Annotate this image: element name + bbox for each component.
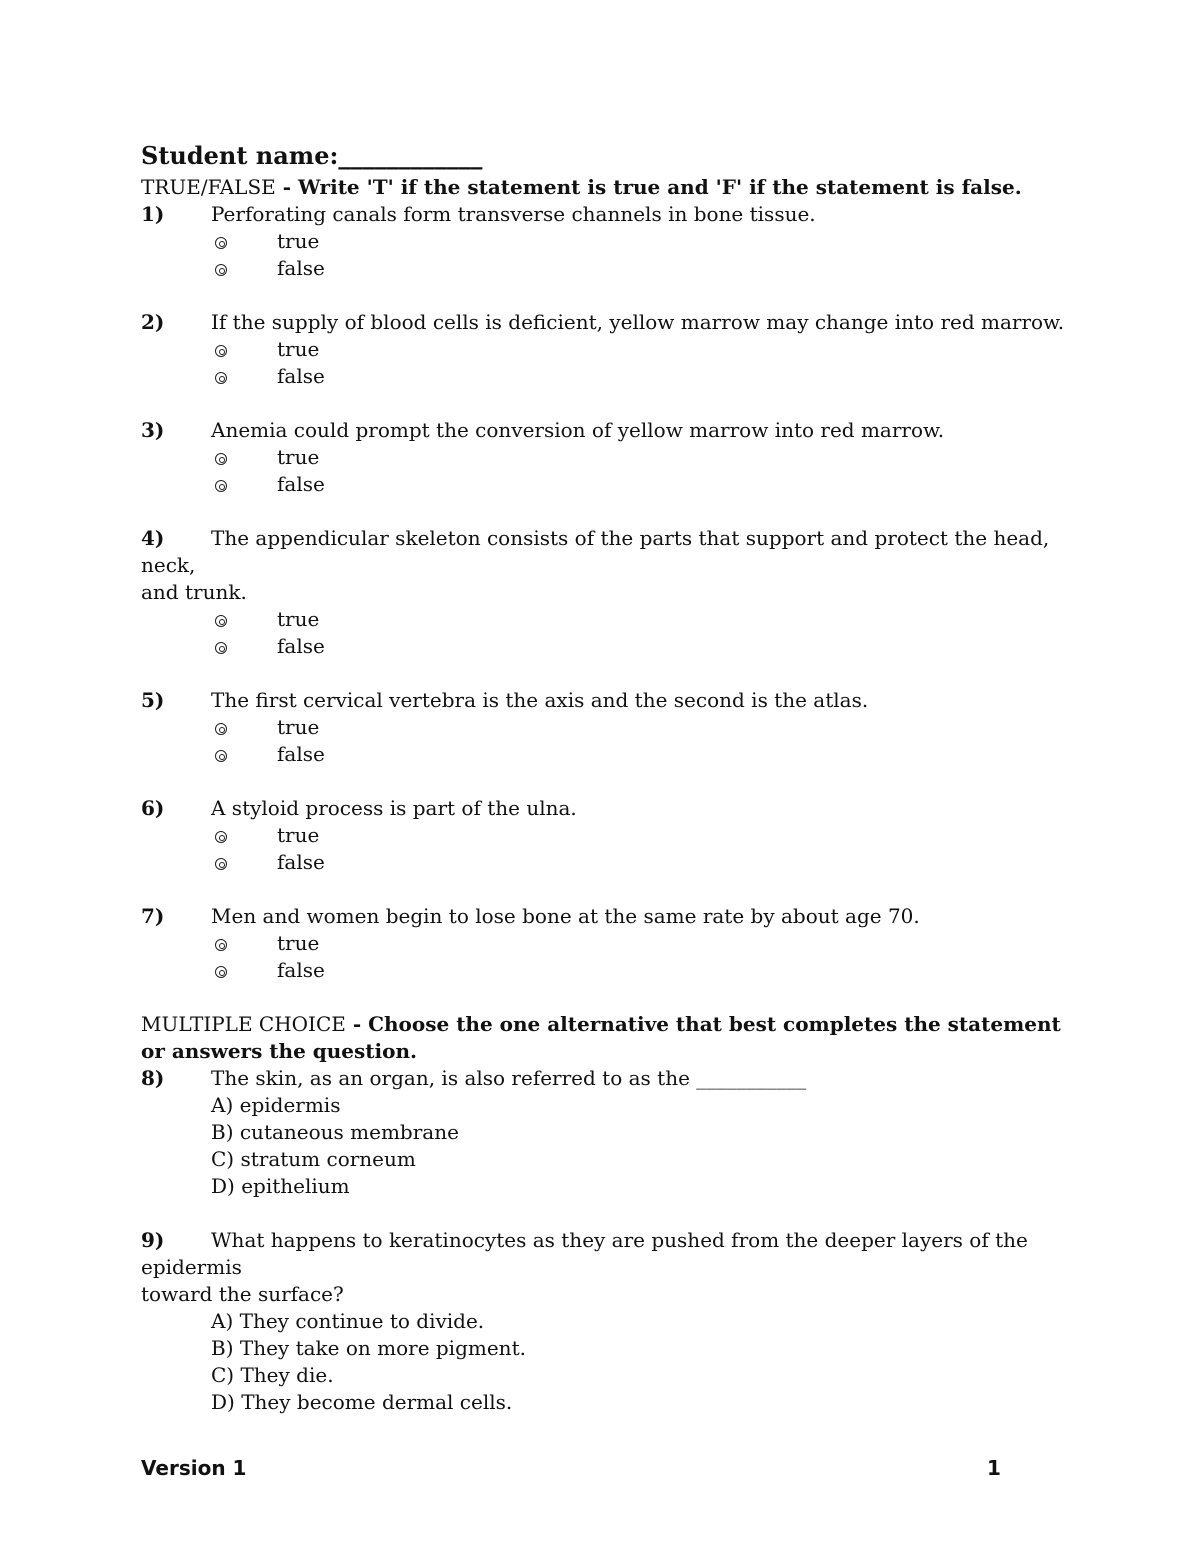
answer-option-label: false <box>277 364 325 388</box>
answer-option[interactable]: C) They die. <box>211 1363 334 1387</box>
question-spacer <box>141 660 1071 687</box>
answer-option[interactable] <box>141 930 1071 957</box>
answer-option-label: false <box>277 634 325 658</box>
radio-icon[interactable] <box>215 453 227 465</box>
answer-option[interactable] <box>141 741 1071 768</box>
question-number: 3) <box>141 418 165 442</box>
answer-option[interactable] <box>141 363 1071 390</box>
answer-option-label: false <box>277 472 325 496</box>
question-stem <box>141 309 1071 336</box>
question-item <box>141 417 1071 498</box>
radio-icon[interactable] <box>215 750 227 762</box>
radio-icon[interactable] <box>215 264 227 276</box>
question-number: 5) <box>141 688 165 712</box>
radio-icon[interactable] <box>215 237 227 249</box>
question-text: The first cervical vertebra is the axis and the second is the atlas. <box>211 688 869 712</box>
answer-option[interactable] <box>141 714 1071 741</box>
version-label: Version 1 <box>141 1456 247 1480</box>
answer-option[interactable] <box>141 957 1071 984</box>
question-stem <box>141 795 1071 822</box>
question-number: 7) <box>141 904 165 928</box>
question-item <box>141 687 1071 768</box>
question-item <box>141 309 1071 390</box>
question-spacer <box>141 984 1071 1011</box>
radio-icon[interactable] <box>215 642 227 654</box>
answer-option[interactable]: B) They take on more pigment. <box>211 1336 526 1360</box>
question-number: 8) <box>141 1066 165 1090</box>
answer-option[interactable]: B) cutaneous membrane <box>211 1120 459 1144</box>
student-name-blank[interactable]: ____________ <box>338 141 483 170</box>
question-number: 1) <box>141 202 165 226</box>
radio-icon[interactable] <box>215 345 227 357</box>
answer-option[interactable]: C) stratum corneum <box>211 1147 416 1171</box>
question-spacer <box>141 498 1071 525</box>
question-stem <box>141 201 1071 228</box>
student-name-label: Student name: <box>141 141 339 170</box>
answer-option-label: false <box>277 742 325 766</box>
radio-icon[interactable] <box>215 480 227 492</box>
multiple-choice-instructions <box>141 1011 1071 1065</box>
question-spacer <box>141 768 1071 795</box>
question-text-continued: and trunk. <box>141 580 247 604</box>
question-number: 6) <box>141 796 165 820</box>
student-name-line <box>141 140 1071 172</box>
answer-option-label: true <box>277 715 320 739</box>
question-item <box>141 795 1071 876</box>
question-spacer <box>141 1200 1071 1227</box>
question-stem <box>141 903 1071 930</box>
answer-option[interactable] <box>141 228 1071 255</box>
radio-icon[interactable] <box>215 966 227 978</box>
radio-icon[interactable] <box>215 831 227 843</box>
true-false-instructions <box>141 174 1071 201</box>
answer-option[interactable] <box>141 633 1071 660</box>
question-spacer <box>141 282 1071 309</box>
answer-option[interactable]: D) epithelium <box>211 1174 350 1198</box>
section-kind: MULTIPLE CHOICE <box>141 1012 346 1036</box>
question-text: Perforating canals form transverse channels in bone tissue. <box>211 202 816 226</box>
exam-content <box>141 140 1071 1416</box>
section-kind: TRUE/FALSE <box>141 175 276 199</box>
question-number: 9) <box>141 1228 165 1252</box>
answer-option-label: false <box>277 958 325 982</box>
radio-icon[interactable] <box>215 723 227 735</box>
true-false-questions <box>141 201 1071 1011</box>
answer-option[interactable]: D) They become dermal cells. <box>211 1390 513 1414</box>
question-item <box>141 1227 1071 1416</box>
radio-icon[interactable] <box>215 372 227 384</box>
question-item <box>141 903 1071 984</box>
answer-option-label: true <box>277 337 320 361</box>
question-text: Anemia could prompt the conversion of yellow marrow into red marrow. <box>211 418 945 442</box>
answer-option-label: true <box>277 823 320 847</box>
section-instruction: - Write 'T' if the statement is true and 'F' if the statement is false. <box>275 175 1022 199</box>
question-stem <box>141 417 1071 444</box>
answer-option[interactable] <box>141 444 1071 471</box>
question-text: The skin, as an organ, is also referred to as the ___________ <box>211 1066 807 1090</box>
answer-option[interactable] <box>141 822 1071 849</box>
question-text: The appendicular skeleton consists of the parts that support and protect the head, neck, <box>141 526 1050 577</box>
question-item <box>141 1065 1071 1200</box>
question-stem <box>141 1227 1071 1281</box>
question-stem <box>141 1065 1071 1092</box>
page-number: 1 <box>987 1456 1001 1480</box>
radio-icon[interactable] <box>215 858 227 870</box>
answer-option[interactable] <box>141 606 1071 633</box>
answer-option-label: true <box>277 931 320 955</box>
answer-option[interactable] <box>141 336 1071 363</box>
answer-option[interactable] <box>141 255 1071 282</box>
answer-option-label: false <box>277 256 325 280</box>
answer-option-label: true <box>277 445 320 469</box>
question-stem <box>141 687 1071 714</box>
question-spacer <box>141 876 1071 903</box>
answer-option-label: false <box>277 850 325 874</box>
question-item <box>141 525 1071 660</box>
radio-icon[interactable] <box>215 939 227 951</box>
question-text: Men and women begin to lose bone at the same rate by about age 70. <box>211 904 920 928</box>
section-instruction: - Choose the one alternative that best completes the statement or answers the question. <box>141 1012 1061 1063</box>
radio-icon[interactable] <box>215 615 227 627</box>
answer-option-label: true <box>277 229 320 253</box>
answer-option[interactable]: A) epidermis <box>211 1093 341 1117</box>
answer-option[interactable] <box>141 471 1071 498</box>
question-text: A styloid process is part of the ulna. <box>211 796 577 820</box>
question-number: 4) <box>141 526 165 550</box>
question-stem <box>141 525 1071 579</box>
question-number: 2) <box>141 310 165 334</box>
multiple-choice-questions <box>141 1065 1071 1416</box>
answer-option[interactable]: A) They continue to divide. <box>211 1309 485 1333</box>
question-text: What happens to keratinocytes as they are pushed from the deeper layers of the epidermis <box>141 1228 1028 1279</box>
question-item <box>141 201 1071 282</box>
question-text-continued: toward the surface? <box>141 1282 344 1306</box>
question-text: If the supply of blood cells is deficient, yellow marrow may change into red marrow. <box>211 310 1065 334</box>
question-spacer <box>141 390 1071 417</box>
answer-option[interactable] <box>141 849 1071 876</box>
answer-option-label: true <box>277 607 320 631</box>
